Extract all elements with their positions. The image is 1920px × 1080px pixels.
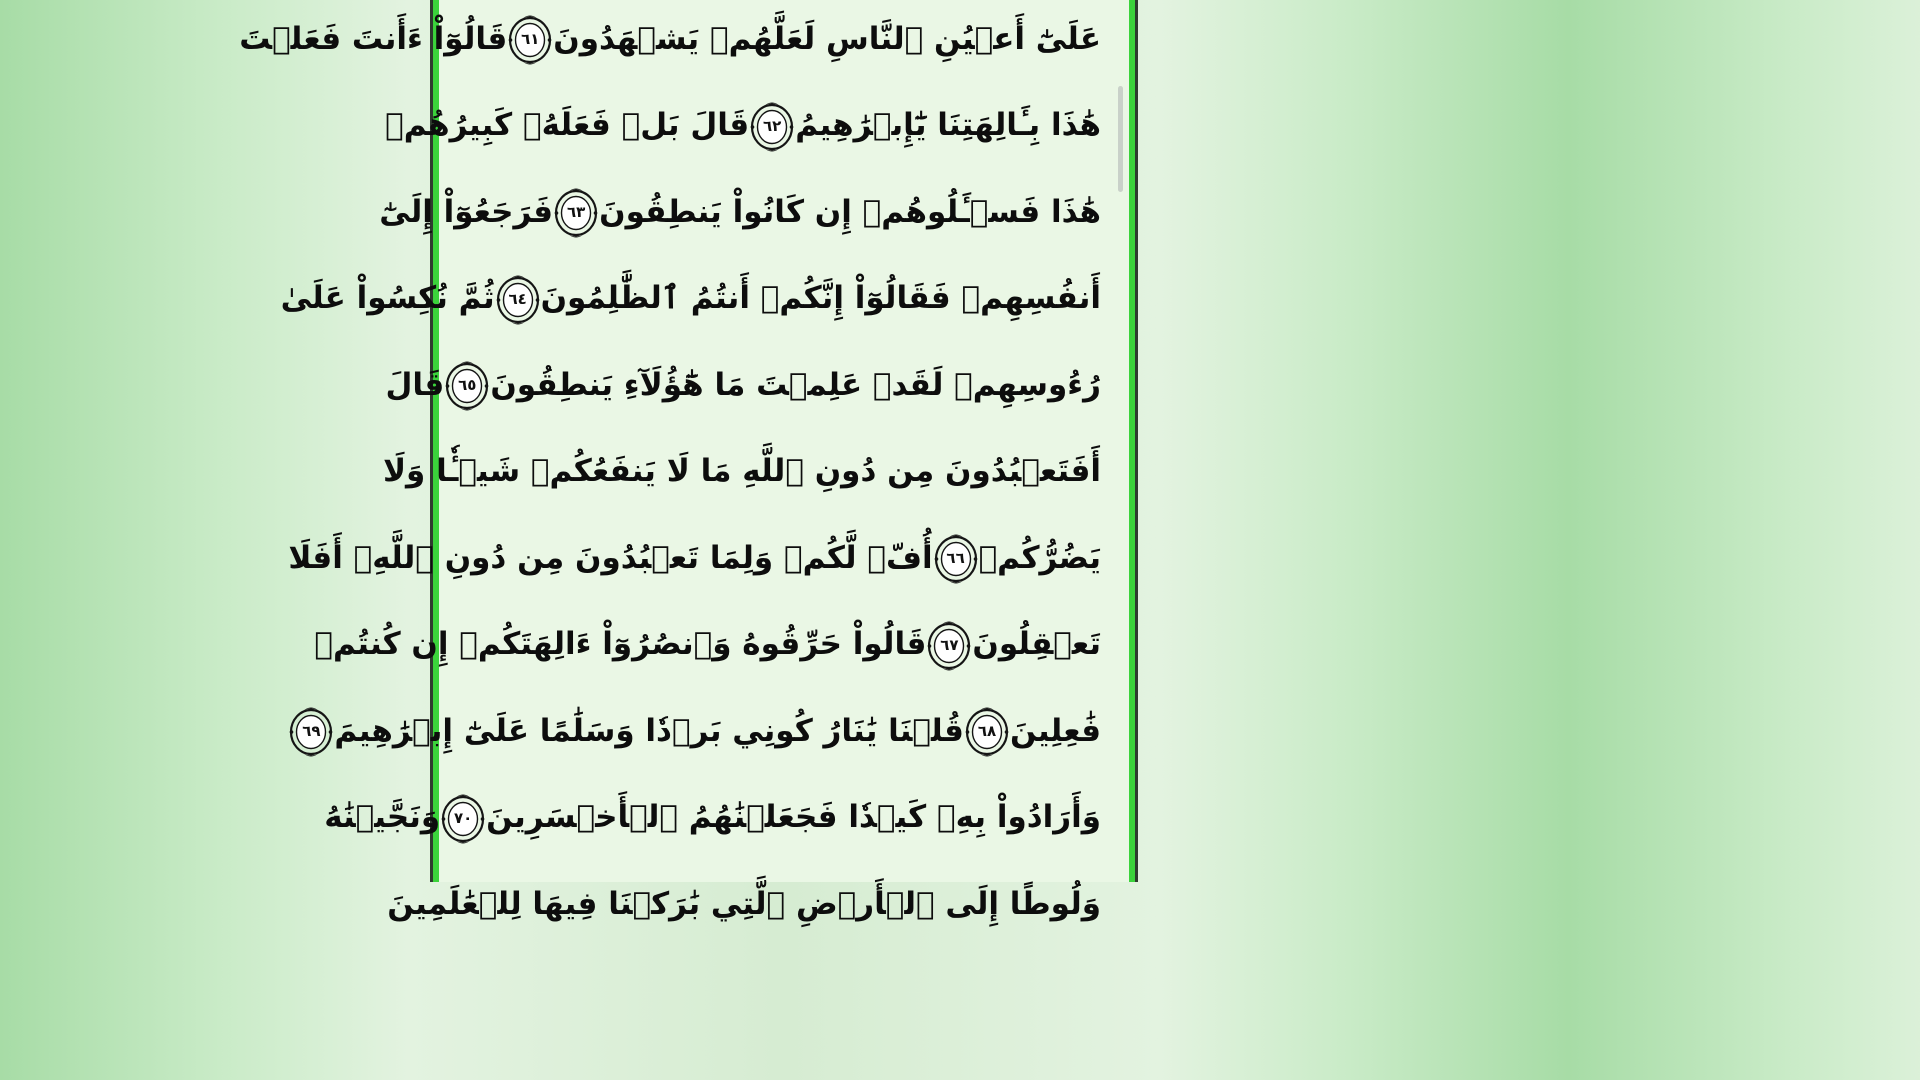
- verse-line: [302, 692, 1101, 779]
- ayah-number: ٦٦: [946, 549, 965, 568]
- verse-text: رُءُوسِهِمۡ لَقَدۡ عَلِمۡتَ مَا هَٰٓؤُلَآءِ يَنطِقُونَ: [490, 366, 1101, 403]
- verse-text: هَٰذَا فَسۡـَٔلُوهُمۡ إِن كَانُواْ يَنطِقُونَ: [599, 193, 1101, 230]
- ayah-end-marker: [933, 532, 979, 584]
- ayah-number: ٦٧: [940, 635, 959, 654]
- verse-line: [324, 779, 1101, 866]
- ayah-number: ٦٥: [458, 376, 477, 395]
- ayah-end-marker: [495, 273, 541, 325]
- verse-lines: [239, 0, 1101, 952]
- verse-text: عَلَىٰٓ أَعۡيُنِ ٱلنَّاسِ لَعَلَّهُمۡ يَشۡهَدُونَ: [553, 20, 1101, 57]
- ayah-number: ٦٣: [566, 203, 586, 222]
- mushaf-page: [239, 0, 1138, 922]
- verse-text: فَرَجَعُوٓاْ إِلَىٰٓ: [379, 193, 554, 230]
- ayah-end-marker: [444, 359, 490, 411]
- ayah-number: ٦٤: [508, 289, 527, 308]
- verse-text: قُلۡنَا يَٰنَارُ كُونِي بَرۡدٗا وَسَلَٰمًا عَلَىٰٓ إِبۡرَٰهِيمَ: [334, 712, 964, 749]
- verse-text: أَنفُسِهِمۡ فَقَالُوٓاْ إِنَّكُمۡ أَنتُمُ ٱلظَّٰلِمُونَ: [540, 280, 1101, 317]
- verse-text: فَٰعِلِينَ: [1009, 712, 1101, 749]
- verse-text: قَالُوٓاْ ءَأَنتَ فَعَلۡتَ: [239, 20, 508, 57]
- verse-text: وَأَرَادُواْ بِهِۦ كَيۡدٗا فَجَعَلۡنَٰهُمُ ٱلۡأَخۡسَرِينَ: [486, 799, 1101, 836]
- verse-text: قَالَ: [385, 366, 445, 403]
- verse-text: ثُمَّ نُكِسُواْ عَلَىٰ: [280, 280, 495, 317]
- verse-text: قَالَ بَلۡ فَعَلَهُۥ كَبِيرُهُمۡ: [385, 107, 750, 144]
- verse-line: [385, 87, 1101, 174]
- ayah-number: ٦١: [521, 30, 540, 49]
- verse-line: [280, 260, 1101, 347]
- ayah-end-marker: [926, 619, 972, 671]
- verse-line: [288, 519, 1101, 606]
- ayah-end-marker: [507, 13, 553, 65]
- verse-line: [239, 0, 1101, 87]
- verse-line: [385, 346, 1101, 433]
- verse-line: [379, 173, 1101, 260]
- ayah-end-marker: [288, 705, 334, 757]
- verse-text: أَفَتَعۡبُدُونَ مِن دُونِ ٱللَّهِ مَا لَا يَنفَعُكُمۡ شَيۡـٔٗا وَلَا: [382, 453, 1101, 490]
- ayah-number: ٦٢: [763, 116, 782, 135]
- ayah-end-marker: [553, 186, 599, 238]
- verse-line: [382, 433, 1101, 520]
- ayah-number: ٧٠: [454, 808, 473, 827]
- verse-text: يَضُرُّكُمۡ: [978, 539, 1101, 576]
- verse-line: [314, 606, 1101, 693]
- verse-text: قَالُواْ حَرِّقُوهُ وَٱنصُرُوٓاْ ءَالِهَتَكُمۡ إِن كُنتُمۡ: [314, 626, 927, 663]
- ayah-end-marker: [440, 792, 486, 844]
- verse-text: هَٰذَا بِـَٔالِهَتِنَا يَٰٓإِبۡرَٰهِيمُ: [795, 107, 1101, 144]
- verse-text: تَعۡقِلُونَ: [972, 626, 1101, 663]
- ayah-end-marker: [964, 705, 1010, 757]
- scrollbar-thumb[interactable]: [1118, 86, 1123, 192]
- ayah-number: ٦٩: [302, 722, 321, 741]
- verse-text: أُفّٖ لَّكُمۡ وَلِمَا تَعۡبُدُونَ مِن دُونِ ٱللَّهِۖ أَفَلَا: [288, 539, 933, 576]
- ayah-number: ٦٨: [977, 722, 997, 741]
- ayah-end-marker: [749, 100, 795, 152]
- verse-text: وَلُوطًا إِلَى ٱلۡأَرۡضِ ٱلَّتِي بَٰرَكۡنَا فِيهَا لِلۡعَٰلَمِينَ: [387, 885, 1101, 922]
- verse-line: [387, 865, 1101, 952]
- verse-text: وَنَجَّيۡنَٰهُ: [324, 799, 441, 836]
